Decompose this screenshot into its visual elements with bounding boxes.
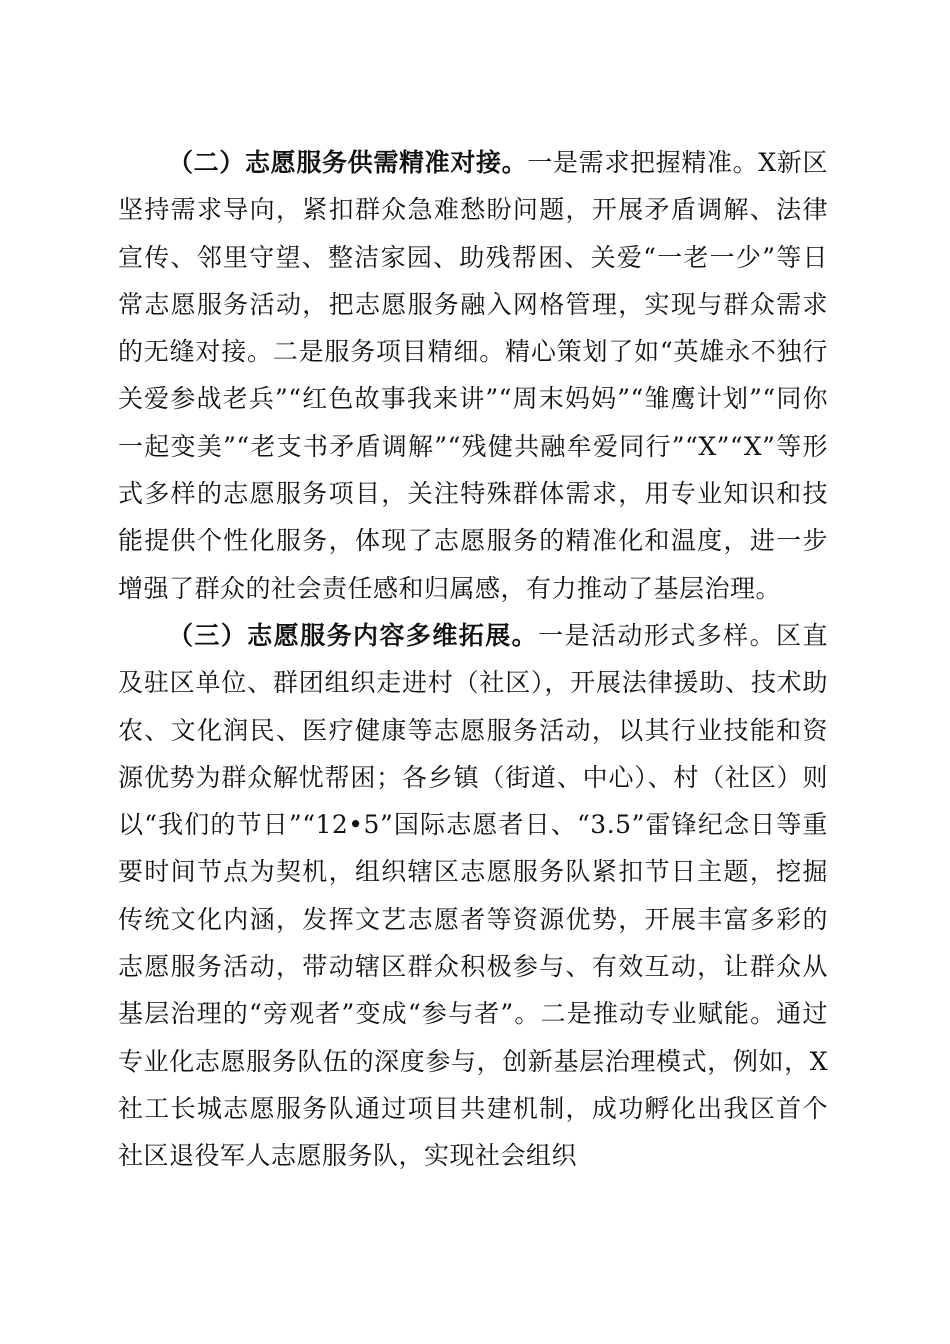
paragraph-text: 一是活动形式多样。区直及驻区单位、群团组织走进村（社区），开展法律援助、技术助农、文化润民、医疗健康等志愿服务活动，以其行业技能和资源优势为群众解忧帮困；各乡镇（街道、中心）、村（社区）则以“我们的节日”“12•5”国际志愿者日、“3.5”雷锋纪念日等重要时间节点为契机，组织辖区志愿服务队紧扣节日主题，挖掘传统文化内涵，发挥文艺志愿者等资源优势，开展丰富多彩的志愿服务活动，带动辖区群众积极参与、有效互动，让群众从基层治理的“旁观者”变成“参与者”。二是推动专业赋能。通过专业化志愿服务队伍的深度参与，创新基层治理模式，例如，X社工长城志愿服务队通过项目共建机制，成功孵化出我区首个社区退役军人志愿服务队，实现社会组织 <box>118 620 828 1171</box>
document-body <box>118 139 828 1180</box>
paragraph-text: 一是需求把握精准。X新区坚持需求导向，紧扣群众急难愁盼问题，开展矛盾调解、法律宣传、邻里守望、整洁家园、助残帮困、关爱“一老一少”等日常志愿服务活动，把志愿服务融入网格管理，实现与群众需求的无缝对接。二是服务项目精细。精心策划了如“英雄永不独行关爱参战老兵”“红色故事我来讲”“周末妈妈”“雏鹰计划”“同你一起变美”“老支书矛盾调解”“残健共融牟爱同行”“X”“X”等形式多样的志愿服务项目，关注特殊群体需求，用专业知识和技能提供个性化服务，体现了志愿服务的精准化和温度，进一步增强了群众的社会责任感和归属感，有力推动了基层治理。 <box>118 148 828 603</box>
paragraph-heading: （三）志愿服务内容多维拓展。 <box>168 620 539 650</box>
paragraph-heading: （二）志愿服务供需精准对接。 <box>168 148 528 177</box>
paragraph-volunteer-supply-demand <box>118 139 828 612</box>
paragraph-volunteer-content <box>118 612 828 1180</box>
